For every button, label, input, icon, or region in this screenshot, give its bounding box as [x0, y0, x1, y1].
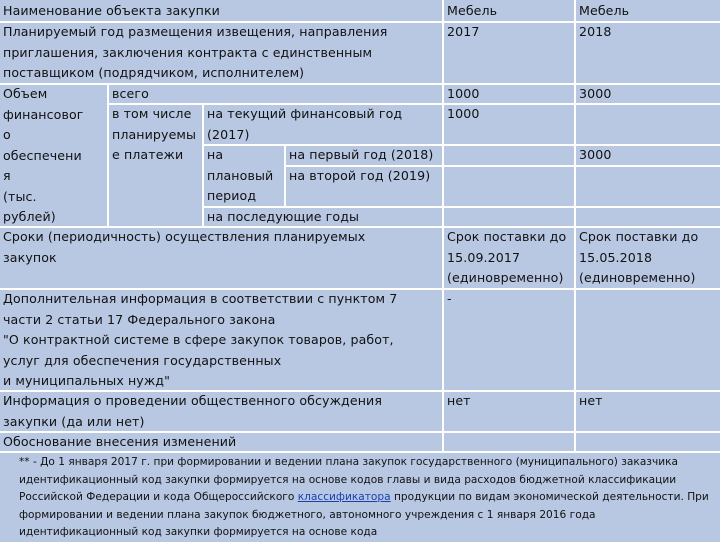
value-line: 15.05.2018 [579, 249, 653, 265]
public-discussion-2018: нет [579, 393, 603, 408]
label-line: и муниципальных нужд" [3, 373, 171, 388]
label-line: Объем [3, 86, 48, 101]
additional-info-label [0, 288, 442, 392]
terms-label [0, 226, 440, 268]
footnote [0, 452, 720, 540]
label-line: о [3, 127, 11, 142]
label-line: части 2 статьи 17 Федерального закона [3, 311, 276, 327]
label-line: рублей) [3, 209, 56, 224]
label-line: е платежи [112, 147, 184, 162]
second-year-label: на второй год (2019) [289, 168, 431, 183]
additional-info-2017: - [447, 291, 452, 306]
label-line: плановый [207, 167, 274, 183]
procurement-object-2017: Мебель [447, 3, 498, 18]
procurement-object-2018: Мебель [579, 3, 630, 18]
label-line: я [3, 168, 11, 183]
finance-total-label: всего [112, 86, 149, 101]
current-year-2017: 1000 [447, 106, 480, 121]
label-line: финансовог [3, 106, 84, 122]
planned-payments-label [109, 103, 202, 166]
value-line: (единовременно) [447, 270, 564, 285]
finance-total-2017: 1000 [447, 86, 480, 101]
label-line: (2017) [207, 126, 250, 142]
placement-year-label [0, 21, 440, 84]
finance-total-2018: 3000 [579, 86, 612, 101]
label-line: (тыс. [3, 188, 37, 204]
value-line: Срок поставки до [579, 229, 699, 244]
terms-2018 [576, 226, 720, 289]
placement-year-2017: 2017 [447, 24, 480, 39]
label-line: Информация о проведении общественного обсуждения [3, 393, 383, 408]
later-years-label: на последующие годы [207, 209, 360, 224]
planned-period-label [204, 144, 284, 207]
label-line: период [207, 188, 257, 203]
label-line: обеспечени [3, 147, 82, 163]
label-line: на текущий финансовый год [207, 106, 403, 121]
label-line: Сроки (периодичность) осуществления планируемых [3, 229, 366, 244]
first-year-2018: 3000 [579, 147, 612, 162]
procurement-object-label: Наименование объекта закупки [3, 3, 220, 18]
public-discussion-label [0, 390, 440, 432]
label-line: закупки (да или нет) [3, 413, 145, 429]
label-line: "О контрактной системе в сфере закупок товаров, работ, [3, 332, 394, 347]
label-line: поставщиком (подрядчиком, исполнителем) [3, 65, 305, 80]
public-discussion-2017: нет [447, 393, 471, 408]
label-line: Планируемый год размещения извещения, направления [3, 24, 388, 39]
footnote-text: ** - До 1 января 2017 г. при формировании и ведении плана закупок государственного (муниципального) заказчика идентификационный код закупки формируется на основе кодов главы и вида расходов бюджетной классификации Российской Федерации и кода Общероссийского [19, 456, 678, 503]
label-line: в том числе [112, 106, 192, 121]
first-year-label: на первый год (2018) [289, 147, 434, 162]
label-line: планируемы [112, 126, 197, 142]
current-year-label [204, 103, 440, 145]
terms-2017 [444, 226, 574, 289]
value-line: (единовременно) [579, 270, 696, 285]
label-line: услуг для обеспечения государственных [3, 352, 282, 368]
label-line: на [207, 147, 224, 162]
value-line: 15.09.2017 [447, 249, 521, 265]
classifier-link[interactable]: классификатора [297, 491, 391, 503]
placement-year-2018: 2018 [579, 24, 612, 39]
finance-volume-label [0, 83, 107, 228]
label-line: Дополнительная информация в соответствии с пунктом 7 [3, 291, 398, 306]
justification-label: Обоснование внесения изменений [3, 434, 237, 449]
value-line: Срок поставки до [447, 229, 567, 244]
label-line: приглашения, заключения контракта с единственным [3, 44, 373, 60]
footnote-text-end: продукции по видам экономической деятельности. При формировании и ведении плана закупок бюджетного, автономного учреждения с 1 января 2016 года идентификационный код закупки формируется на основе кода [19, 491, 709, 538]
label-line: закупок [3, 249, 57, 265]
